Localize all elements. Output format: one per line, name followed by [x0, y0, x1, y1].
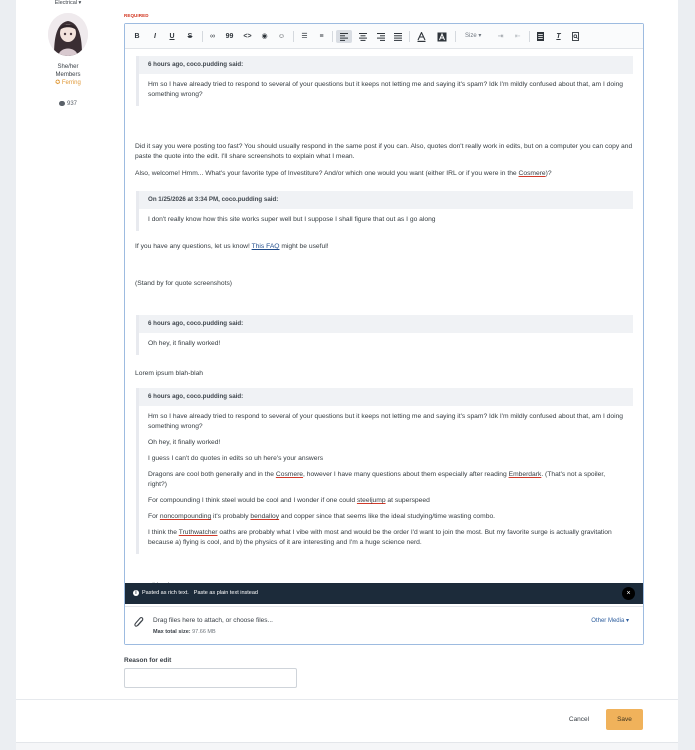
close-icon[interactable]: × [622, 587, 635, 600]
quote-text: For compounding I think steel would be cool and I wonder if one could steeljump at superspeed [148, 497, 430, 504]
align-left-icon[interactable] [336, 30, 352, 43]
link-icon[interactable]: ∞ [210, 33, 215, 40]
paragraph: If you have any questions, let us know! This FAQ might be useful! [135, 243, 329, 250]
toolbar-divider [455, 31, 456, 42]
quote-text: Hm so I have already tried to respond to several of your questions but it keeps not letting me and saying it's spam? Idk I'm mildly confused about that, am I doing something wrong? [148, 413, 624, 430]
indent-decrease-icon[interactable]: ⇤ [514, 33, 521, 40]
chevron-down-icon: ▾ [478, 33, 482, 39]
quote-body [139, 406, 633, 548]
bold-button[interactable]: B [134, 33, 140, 40]
indent-increase-icon[interactable]: ⇥ [497, 33, 504, 40]
quote-text: I don't really know how this site works super well but I suppose I shall figure that out as I go along [148, 216, 436, 223]
paragraph: Also, welcome! Hmm... What's your favorite type of Investiture? And/or which one would you want (either IRL or if you were in the Cosmere)? [135, 170, 552, 177]
quote-header: 6 hours ago, coco.pudding said: [139, 388, 633, 406]
faq-link[interactable]: This FAQ [251, 243, 280, 250]
misspelled-word[interactable]: Cosmere [518, 170, 546, 177]
post-count[interactable]: 937 [40, 101, 96, 107]
code-icon[interactable]: <> [243, 33, 252, 40]
author-rank: ✪ Ferring [55, 80, 81, 86]
quote-header: On 1/25/2026 at 3:34 PM, coco.pudding said: [139, 191, 633, 209]
quote-block [136, 56, 633, 106]
attach-max-size: Max total size: 97.66 MB [153, 629, 216, 635]
avatar[interactable] [48, 13, 88, 56]
spoiler-icon[interactable]: ◉ [261, 33, 268, 40]
save-button[interactable]: Save [606, 709, 643, 730]
other-media-button[interactable]: Other Media ▾ [591, 618, 629, 624]
align-justify-icon[interactable] [391, 30, 404, 43]
chevron-down-icon: ▾ [78, 0, 82, 6]
author-meta [40, 63, 96, 87]
quote-text: Hm so I have already tried to respond to several of your questions but it keeps not letting me and saying it's spam? Idk I'm mildly confused about that, am I doing something wrong? [148, 81, 624, 98]
attach-drop-text[interactable]: Drag files here to attach, or choose files... [153, 617, 273, 624]
bullet-list-icon[interactable]: ☰ [301, 33, 308, 40]
quote-text: Dragons are cool both generally and in the Cosmere, however I have many questions about them especially after reading Emberdark. (That's not a spoiler, right?) [148, 471, 606, 488]
paste-notice-bar [125, 583, 643, 604]
italic-button[interactable]: I [154, 33, 156, 40]
align-right-icon[interactable] [374, 30, 387, 43]
toolbar-divider [202, 31, 203, 42]
required-label: REQUIRED [124, 13, 149, 18]
footer-divider [16, 699, 678, 700]
attachment-area[interactable] [125, 606, 643, 644]
align-center-icon[interactable] [356, 30, 369, 43]
background-color-icon[interactable] [435, 30, 448, 43]
rich-text-editor[interactable] [124, 23, 644, 645]
quote-icon[interactable]: 99 [225, 33, 234, 40]
quote-text: I guess I can't do quotes in edits so uh here's your answers [148, 455, 324, 462]
paste-plain-text-link[interactable]: Paste as plain text instead [193, 590, 258, 596]
quote-block [136, 315, 633, 355]
editor-content[interactable] [125, 50, 643, 606]
underline-button[interactable]: U [169, 33, 175, 40]
numbered-list-icon[interactable]: ≡ [319, 33, 324, 40]
bottom-strip [16, 742, 678, 750]
avatar-image [48, 13, 88, 56]
info-icon: i [133, 590, 139, 596]
text-color-icon[interactable] [415, 30, 428, 43]
quote-text: Oh hey, it finally worked! [148, 340, 221, 347]
paragraph: (Stand by for quote screenshots) [135, 280, 233, 287]
quote-body [139, 333, 633, 349]
reason-input[interactable] [124, 668, 297, 688]
reason-label: Reason for edit [124, 657, 172, 664]
chevron-down-icon: ▾ [625, 618, 629, 624]
quote-text: For noncompounding it's probably bendalloy and copper since that seems like the ideal studying/time wasting combo. [148, 513, 496, 520]
quote-body [139, 209, 633, 225]
toolbar-divider [409, 31, 410, 42]
quote-body [139, 74, 633, 100]
quote-block [136, 388, 633, 554]
quote-header: 6 hours ago, coco.pudding said: [139, 315, 633, 333]
misspelled-word[interactable]: noncompounding [159, 513, 212, 520]
cancel-button[interactable]: Cancel [568, 716, 590, 723]
source-icon[interactable] [535, 30, 546, 43]
strikethrough-button[interactable]: S [187, 33, 193, 40]
author-group: Members [55, 72, 81, 78]
quote-block [136, 191, 633, 231]
emoji-icon[interactable]: ☺ [277, 33, 286, 40]
font-size-dropdown[interactable]: Size ▾ [465, 33, 482, 39]
toolbar-divider [293, 31, 294, 42]
misspelled-word[interactable]: bendalloy [250, 513, 280, 520]
quote-header: 6 hours ago, coco.pudding said: [139, 56, 633, 74]
paragraph: Lorem ipsum blah-blah [135, 370, 204, 377]
toolbar-divider [332, 31, 333, 42]
paragraph: Did it say you were posting too fast? You should usually respond in the same post if you can. Also, quotes don't really work in edits, but on a computer you can copy and paste the quote into the edit. I'll share screenshots to explain what I mean. [135, 143, 633, 160]
misspelled-word[interactable]: Truthwatcher [178, 529, 218, 536]
toolbar-divider [529, 31, 530, 42]
remove-format-icon[interactable]: T [556, 33, 561, 40]
author-name[interactable]: Electrical ▾ [54, 0, 82, 6]
comment-icon [59, 101, 65, 106]
misspelled-word[interactable]: Cosmere [275, 471, 304, 478]
misspelled-word[interactable]: steeljump [356, 497, 386, 504]
author-pronouns: She/her [57, 64, 79, 70]
quote-text: Oh hey, it finally worked! [148, 439, 221, 446]
paperclip-icon [134, 616, 144, 629]
preview-icon[interactable] [570, 30, 581, 43]
paste-message: Pasted as rich text. [142, 590, 189, 596]
rank-icon: ✪ [55, 80, 61, 86]
quote-text: I think the Truthwatcher oaths are probably what I vibe with most and would be the order I'd want to join the most. But my favorite surge is actually gravitation because a) flying is cool, and b) the physics of it are interesting and I'm a huge science nerd. [148, 529, 612, 546]
editor-toolbar [125, 24, 643, 49]
misspelled-word[interactable]: Emberdark [508, 471, 542, 478]
